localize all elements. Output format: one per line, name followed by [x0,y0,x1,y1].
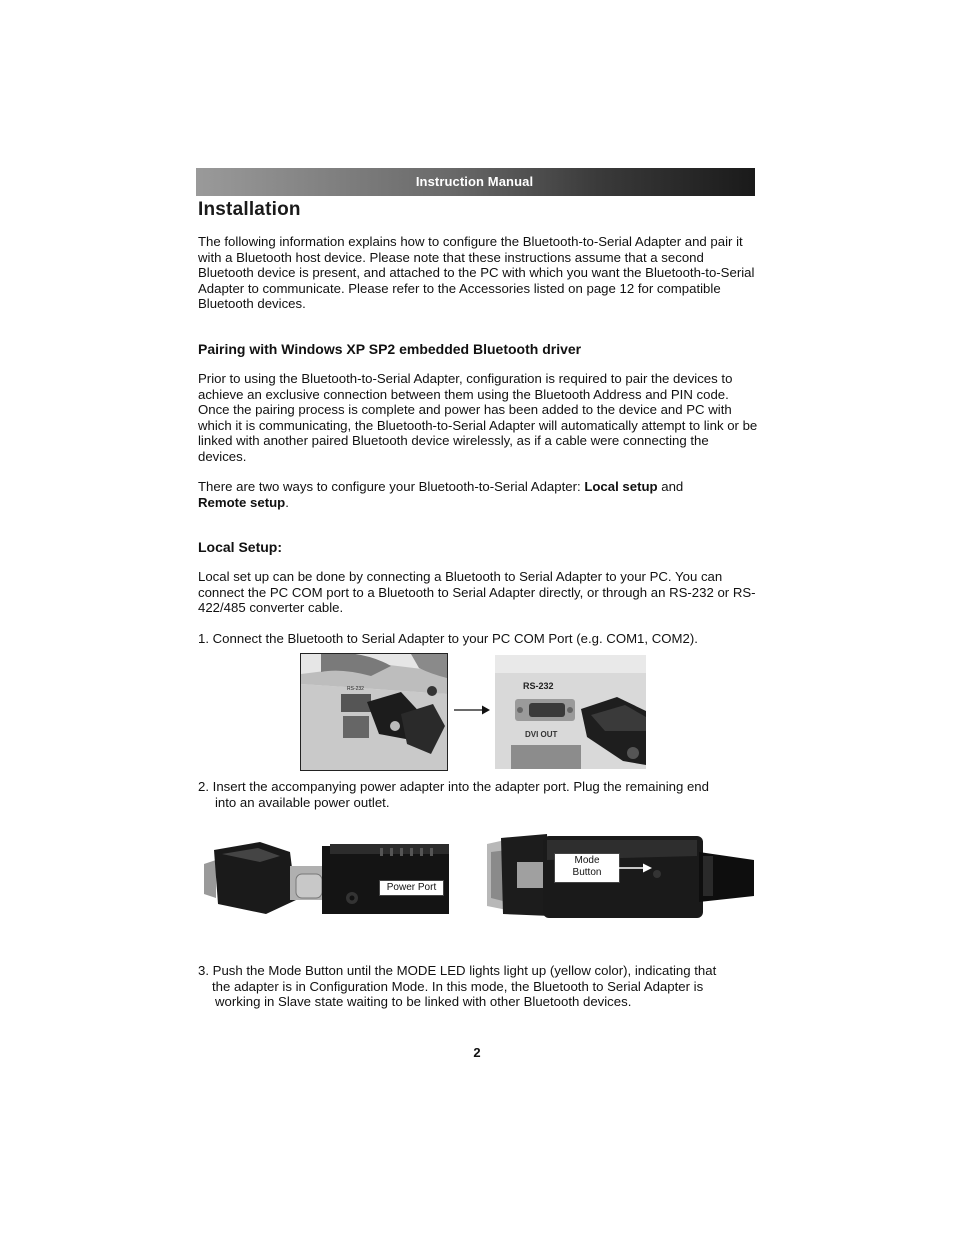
mode-button-label-line-1: Mode [574,855,600,866]
step-3-line-3: working in Slave state waiting to be linked with other Bluetooth devices. [215,994,632,1010]
dvi-out-label: DVI OUT [525,730,558,739]
local-setup-term: Local setup [584,479,658,494]
pairing-heading: Pairing with Windows XP SP2 embedded Bluetooth driver [198,341,582,357]
local-setup-heading: Local Setup: [198,539,283,555]
intro-paragraph: The following information explains how to configure the Bluetooth-to-Serial Adapter and pair it with a Bluetooth host device. Please note that these instructions assume that a second Bluetooth device is present, and attached to the PC with which you want the Bluetooth-to-Serial Adapter to communicate. Please refer to the Accessories listed on page 12 for compatible Bluetooth devices. [198,234,755,312]
step-3-line-2: the adapter is in Configuration Mode. In this mode, the Bluetooth to Serial Adapter is [212,978,704,994]
step-2-line-2: into an available power outlet. [215,794,390,810]
mode-button-label [554,853,620,883]
photo-power-port [200,838,449,916]
step-2-line-1: 2. Insert the accompanying power adapter into the adapter port. Plug the remaining end [198,779,709,794]
remote-setup-term: Remote setup [198,494,286,510]
header-title: Instruction Manual [415,174,534,189]
rs232-label-small: RS-232 [347,686,364,692]
pairing-paragraph: Prior to using the Bluetooth-to-Serial Adapter, configuration is required to pair the devices to achieve an exclusive connection between them using the Bluetooth Address and PIN code. Once the pairing process is complete and power has been added to the device and PC with which it is communicating, the Bluetooth-to-Serial Adapter will automatically attempt to link or be linked with another paired Bluetooth device wirelessly, as if a cable were connecting the devices. [198,371,758,464]
setup-methods-suffix: . [285,494,289,510]
step-1: 1. Connect the Bluetooth to Serial Adapter to your PC COM Port (e.g. COM1, COM2). [198,631,698,646]
photo-device-connection [300,653,448,771]
section-title: Installation [198,199,301,220]
page-number: 2 [473,1045,481,1060]
step-3 [198,963,768,1010]
arrow-right-icon [454,704,490,716]
rs232-label: RS-232 [523,681,554,691]
photo-mode-button [477,832,754,918]
setup-methods-mid: and [657,479,684,494]
power-port-label: Power Port [379,880,444,896]
mode-button-pointer-icon [618,863,652,873]
step-3-line-1: 3. Push the Mode Button until the MODE LED lights light up (yellow color), indicating that [198,963,717,978]
setup-methods-paragraph [198,479,758,510]
rs232-closeup-illustration [495,655,646,769]
local-setup-paragraph: Local set up can be done by connecting a Bluetooth to Serial Adapter to your PC. You can connect the PC COM port to a Bluetooth to Serial Adapter directly, or through an RS-232 or RS-422/485 converter cable. [198,569,756,616]
device-connection-illustration [301,654,447,770]
power-port-illustration [200,838,449,916]
header-bar [196,168,755,196]
photo-rs232-closeup [495,655,646,769]
mode-button-label-line-2: Button [572,867,602,878]
step-2 [198,779,758,810]
setup-methods-prefix: There are two ways to configure your Bluetooth-to-Serial Adapter: [198,479,585,494]
